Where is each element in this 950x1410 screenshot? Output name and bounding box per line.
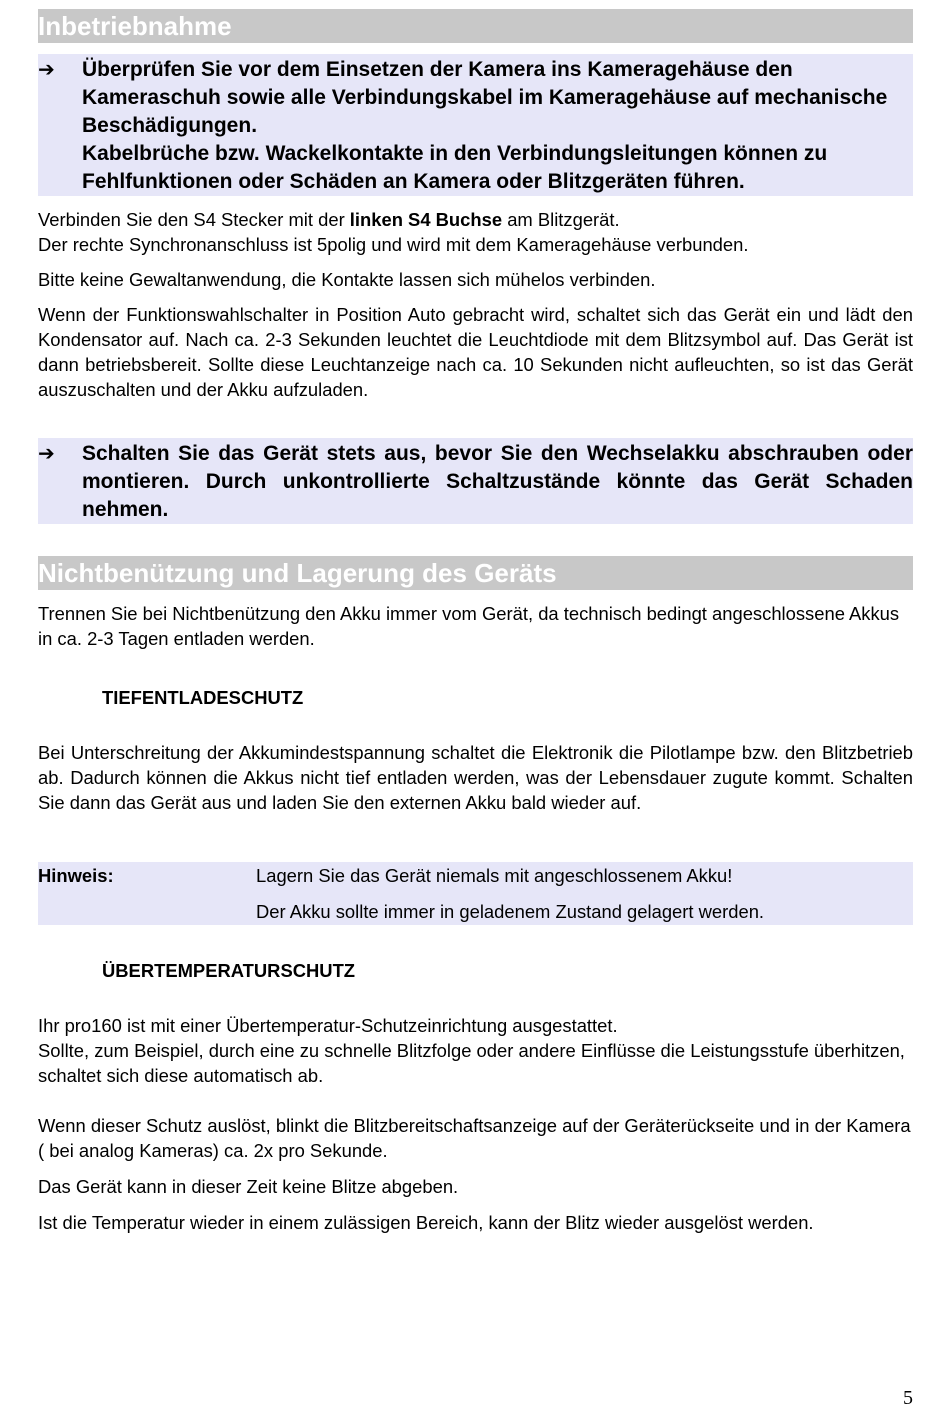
callout-line: Kabelbrüche bzw. Wackelkontakte in den Verbindungsleitungen können zu Fehlfunktionen oder Schäden an Kamera oder Blitzgeräten führen. bbox=[82, 142, 828, 193]
subheading-overtemperature: ÜBERTEMPERATURSCHUTZ bbox=[102, 960, 356, 981]
storage-intro-paragraph: Trennen Sie bei Nichtbenützung den Akku immer vom Gerät, da technisch bedingt angeschlossene Akkus in ca. 2-3 Tagen entladen werden. bbox=[38, 603, 900, 649]
switch-paragraph: Wenn der Funktionswahlschalter in Position Auto gebracht wird, schaltet sich das Gerät ein und lädt den Kondensator auf. Nach ca. 2-3 Sekunden leuchtet die Leuchtdiode mit dem Blitzsymbol auf. Das Gerät ist dann betriebsbereit. Sollte diese Leuchtanzeige nach ca. 10 Sekunden nicht aufleuchten, so ist das Gerät auszuschalten und der Akku aufzuladen. bbox=[38, 304, 913, 400]
arrow-icon: ➔ bbox=[38, 59, 55, 81]
hint-line: Der Akku sollte immer in geladenem Zustand gelagert werden. bbox=[256, 901, 765, 922]
hint-box bbox=[38, 862, 913, 925]
overtemp-paragraph-3: Das Gerät kann in dieser Zeit keine Blitze abgeben. bbox=[38, 1176, 459, 1197]
section-title-storage: Nichtbenützung und Lagerung des Geräts bbox=[38, 556, 913, 590]
warning-callout-battery bbox=[38, 438, 913, 524]
section-title-inbetriebnahme: Inbetriebnahme bbox=[38, 9, 913, 43]
no-force-paragraph: Bitte keine Gewaltanwendung, die Kontakte lassen sich mühelos verbinden. bbox=[38, 269, 656, 290]
callout-text: Schalten Sie das Gerät stets aus, bevor Sie den Wechselakku abschrauben oder montieren. Durch unkontrollierte Schaltzustände könnte das Gerät Schaden nehmen. bbox=[82, 442, 913, 521]
overtemp-paragraph-4: Ist die Temperatur wieder in einem zulässigen Bereich, kann der Blitz wieder ausgelöst werden. bbox=[38, 1212, 814, 1233]
hint-line: Lagern Sie das Gerät niemals mit angeschlossenem Akku! bbox=[256, 865, 733, 886]
overtemp-paragraph-1: Ihr pro160 ist mit einer Übertemperatur-Schutzeinrichtung ausgestattet. Sollte, zum Beispiel, durch eine zu schnelle Blitzfolge oder andere Einflüsse die Leistungsstufe überhitzen, schaltet sich diese automatisch ab. bbox=[38, 1015, 905, 1086]
page-number: 5 bbox=[903, 1387, 913, 1409]
document-page bbox=[38, 9, 913, 1235]
callout-line: Überprüfen Sie vor dem Einsetzen der Kamera ins Kameragehäuse den Kameraschuh sowie alle Verbindungskabel im Kameragehäuse auf mechanische Beschädigungen. bbox=[82, 58, 888, 137]
subheading-deep-discharge: TIEFENTLADESCHUTZ bbox=[102, 687, 304, 708]
hint-label: Hinweis: bbox=[38, 865, 114, 886]
arrow-icon: ➔ bbox=[38, 443, 55, 465]
deep-discharge-paragraph: Bei Unterschreitung der Akkumindestspannung schaltet die Elektronik die Pilotlampe bzw. den Blitzbetrieb ab. Dadurch können die Akkus nicht tief entladen werden, was der Lebensdauer zugute kommt. Schalten Sie dann das Gerät aus und laden Sie den externen Akku bald wieder auf. bbox=[38, 742, 913, 813]
warning-callout-inspection bbox=[38, 54, 913, 196]
overtemp-paragraph-2: Wenn dieser Schutz auslöst, blinkt die Blitzbereitschaftsanzeige auf der Geräterückseite und in der Kamera ( bei analog Kameras) ca. 2x pro Sekunde. bbox=[38, 1115, 911, 1161]
connect-paragraph: Verbinden Sie den S4 Stecker mit der linken S4 Buchse am Blitzgerät. Der rechte Synchronanschluss ist 5polig und wird mit dem Kameragehäuse verbunden. bbox=[38, 209, 749, 255]
